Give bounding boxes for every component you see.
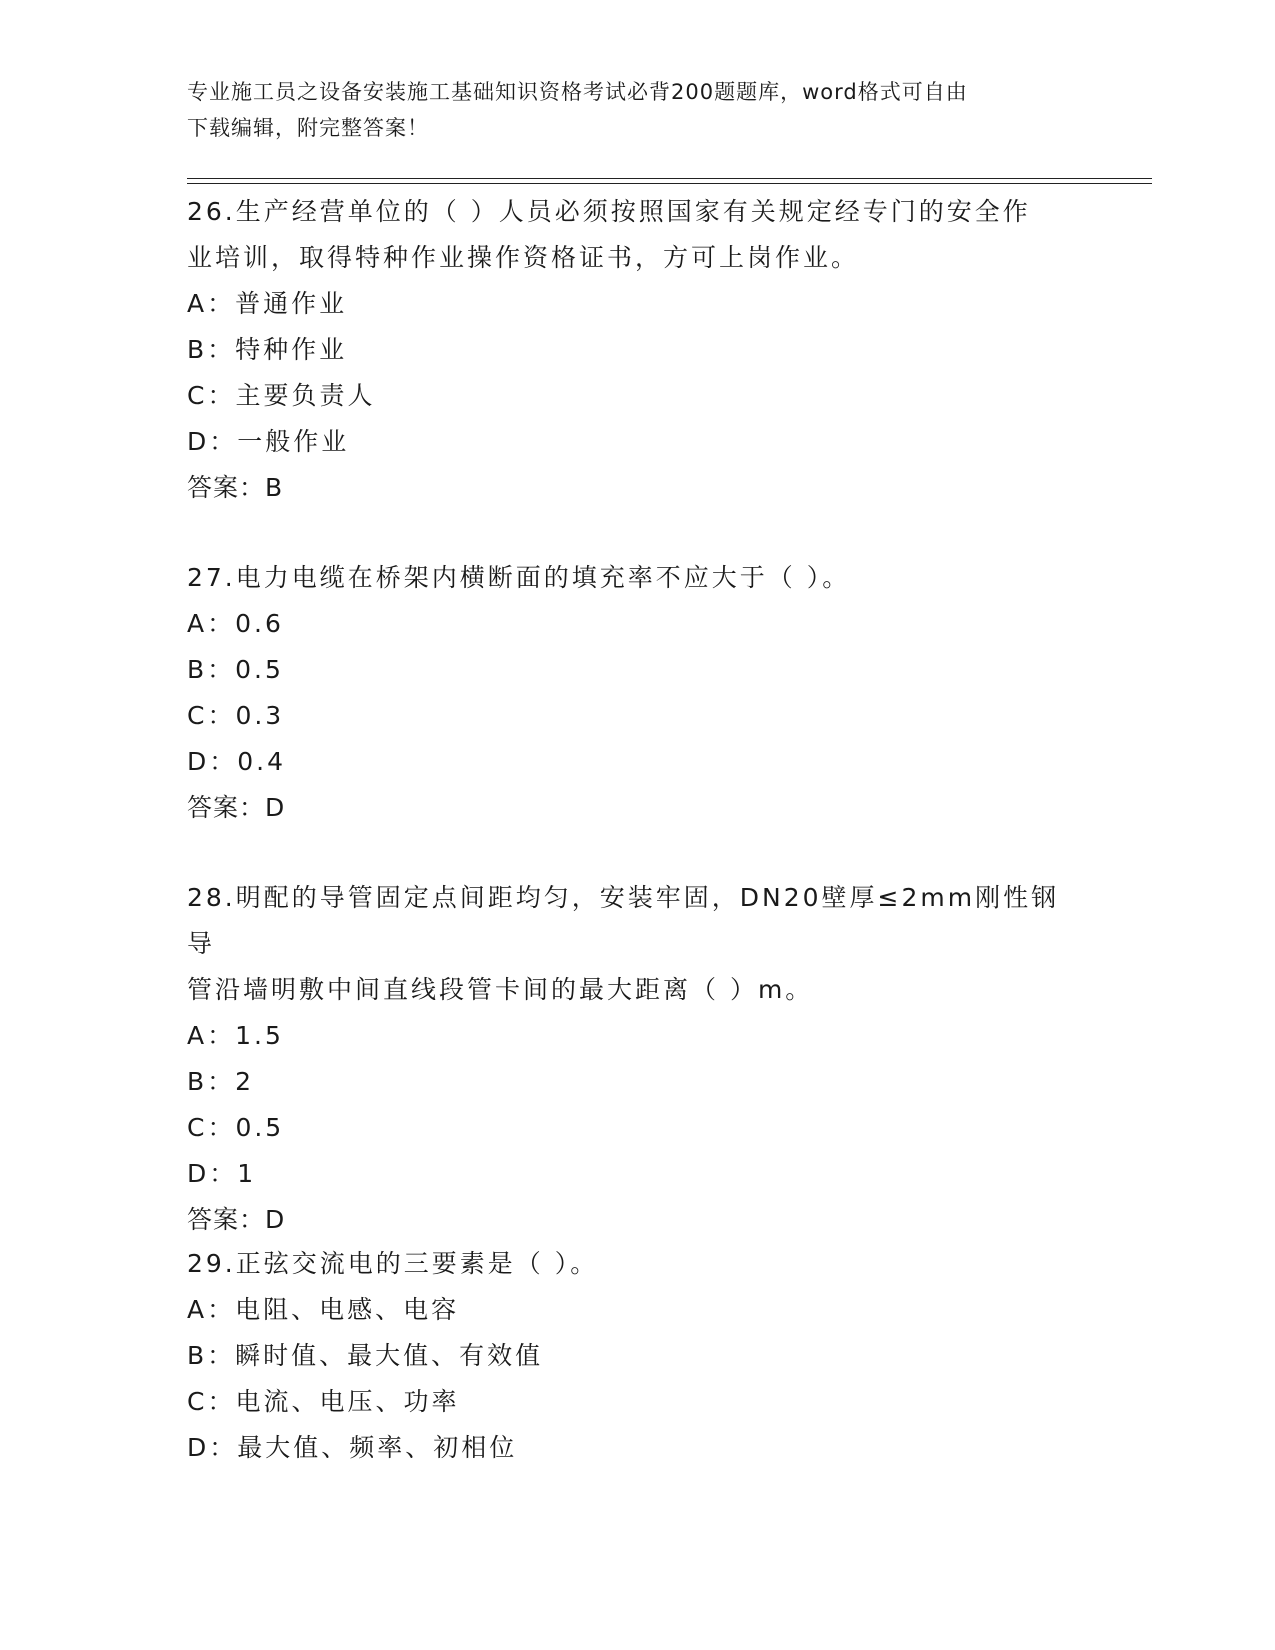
question-28	[187, 875, 1087, 1243]
option-d: D：最大值、频率、初相位	[187, 1433, 518, 1462]
option-d: D：1	[187, 1159, 257, 1188]
option-a: A：普通作业	[187, 289, 348, 318]
option-a: A：1.5	[187, 1021, 284, 1050]
option-c: C：0.3	[187, 701, 285, 730]
answer: 答案：D	[187, 1205, 286, 1234]
option-b: B：瞬时值、最大值、有效值	[187, 1341, 544, 1370]
question-stem-line-1: 29.正弦交流电的三要素是（ ）。	[187, 1249, 599, 1278]
option-c: C：主要负责人	[187, 381, 376, 410]
option-c: C：电流、电压、功率	[187, 1387, 460, 1416]
answer: 答案：D	[187, 793, 286, 822]
header-line-2: 下载编辑，附完整答案！	[187, 116, 429, 140]
option-d: D：0.4	[187, 747, 287, 776]
option-b: B：特种作业	[187, 335, 348, 364]
question-stem-line-1: 27.电力电缆在桥架内横断面的填充率不应大于（ ）。	[187, 563, 851, 592]
question-stem-line-2: 业培训，取得特种作业操作资格证书，方可上岗作业。	[187, 243, 860, 272]
option-c: C：0.5	[187, 1113, 285, 1142]
document-header	[187, 74, 1087, 146]
question-29	[187, 1241, 1087, 1471]
header-divider-top	[187, 178, 1152, 179]
header-line-1: 专业施工员之设备安装施工基础知识资格考试必背200题题库，word格式可自由	[187, 80, 968, 104]
option-a: A：电阻、电感、电容	[187, 1295, 460, 1324]
answer: 答案：B	[187, 473, 284, 502]
question-26	[187, 189, 1087, 511]
option-a: A：0.6	[187, 609, 284, 638]
option-d: D：一般作业	[187, 427, 350, 456]
option-b: B：2	[187, 1067, 255, 1096]
question-27	[187, 555, 1087, 831]
question-stem-line-1: 26.生产经营单位的（ ）人员必须按照国家有关规定经专门的安全作	[187, 197, 1031, 226]
question-stem-line-2: 管沿墙明敷中间直线段管卡间的最大距离（ ）m。	[187, 975, 814, 1004]
question-stem-line-1: 28.明配的导管固定点间距均匀，安装牢固，DN20壁厚≤2mm刚性钢导	[187, 883, 1060, 958]
option-b: B：0.5	[187, 655, 284, 684]
header-divider-bottom	[187, 183, 1152, 184]
